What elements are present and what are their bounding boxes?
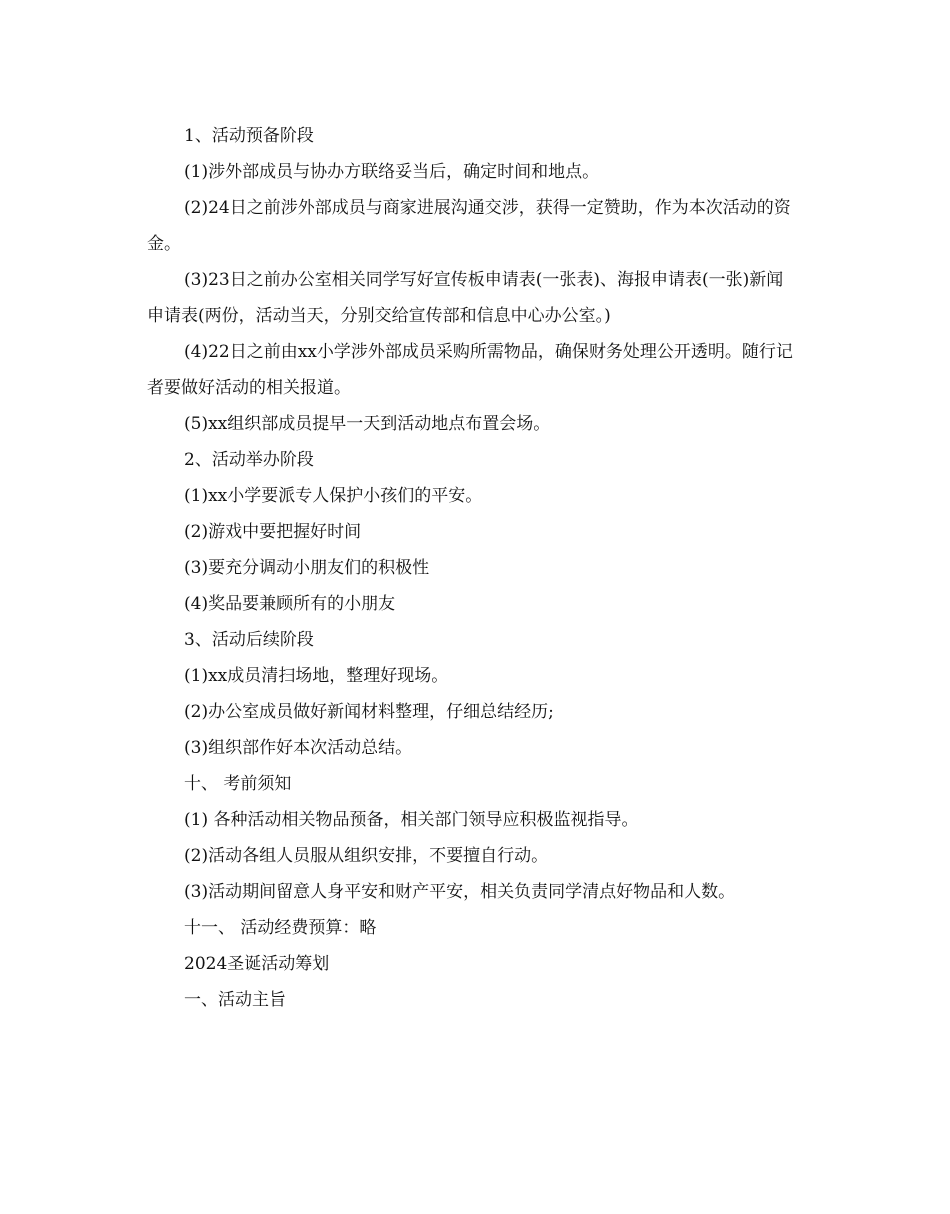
section-heading-holding: 2、活动举办阶段 <box>184 450 314 470</box>
document-title-christmas-plan: 2024圣诞活动筹划 <box>184 954 330 974</box>
section-heading-preparation: 1、活动预备阶段 <box>184 126 314 146</box>
list-item: (2)游戏中要把握好时间 <box>184 522 362 542</box>
list-item: (3)23日之前办公室相关同学写好宣传板申请表(一张表)、海报申请表(一张)新闻申请表(两份，活动当天，分别交给宣传部和信息中心办公室。) <box>147 270 784 326</box>
list-item: (4)奖品要兼顾所有的小朋友 <box>184 594 396 614</box>
list-item: (3)要充分调动小朋友们的积极性 <box>184 558 430 578</box>
list-item: (2)活动各组人员服从组织安排，不要擅自行动。 <box>184 846 549 866</box>
list-item: (5)xx组织部成员提早一天到活动地点布置会场。 <box>184 414 551 434</box>
section-heading-purpose: 一、活动主旨 <box>184 990 286 1010</box>
list-item: (3)活动期间留意人身平安和财产平安，相关负责同学清点好物品和人数。 <box>184 882 736 902</box>
list-item: (1)xx成员清扫场地，整理好现场。 <box>184 666 449 686</box>
list-item: (1)xx小学要派专人保护小孩们的平安。 <box>184 486 483 506</box>
list-item: (4)22日之前由xx小学涉外部成员采购所需物品，确保财务处理公开透明。随行记者要做好活动的相关报道。 <box>147 342 793 398</box>
list-item: (1) 各种活动相关物品预备，相关部门领导应积极监视指导。 <box>184 810 639 830</box>
section-heading-budget: 十一、 活动经费预算：略 <box>184 918 377 938</box>
list-item: (2)24日之前涉外部成员与商家进展沟通交涉，获得一定赞助，作为本次活动的资金。 <box>147 198 791 254</box>
section-heading-followup: 3、活动后续阶段 <box>184 630 314 650</box>
list-item: (2)办公室成员做好新闻材料整理，仔细总结经历; <box>184 702 554 722</box>
list-item: (1)涉外部成员与协办方联络妥当后，确定时间和地点。 <box>184 162 600 182</box>
section-heading-notes: 十、 考前须知 <box>184 774 292 794</box>
list-item: (3)组织部作好本次活动总结。 <box>184 738 413 758</box>
document-body <box>147 118 799 1018</box>
